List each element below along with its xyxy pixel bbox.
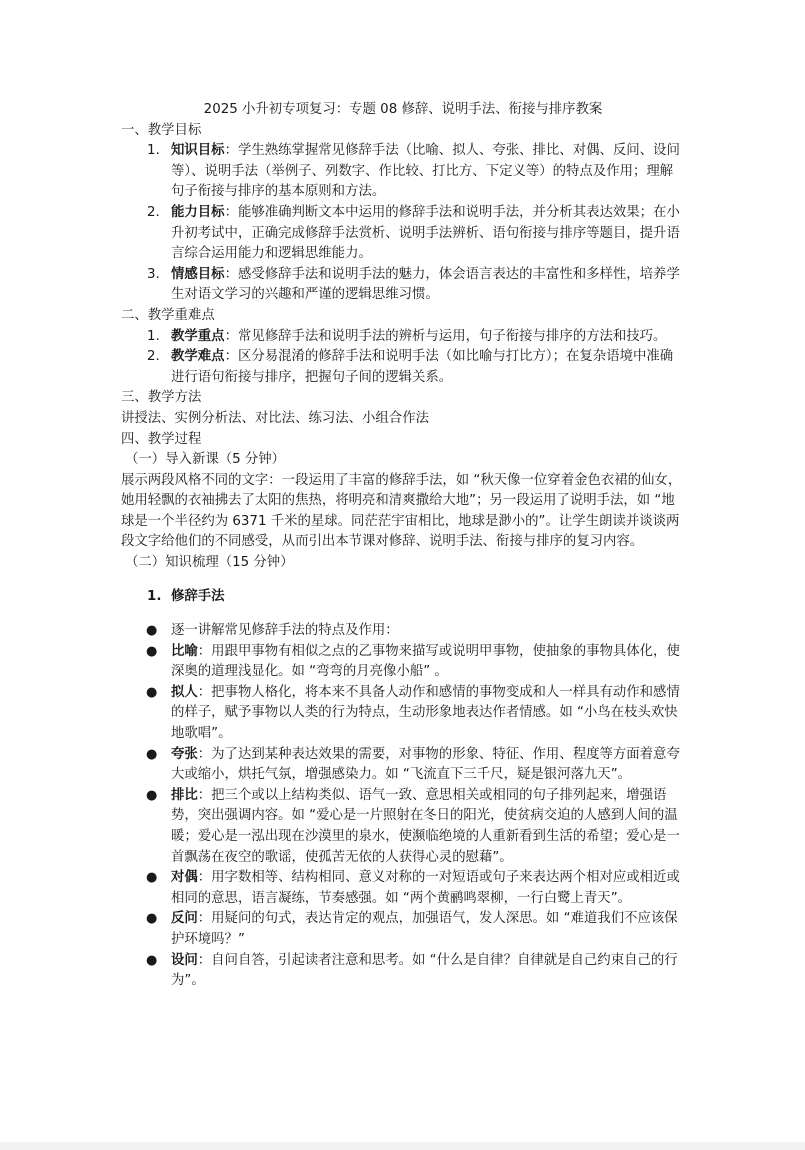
bullet-item <box>121 868 685 909</box>
bullet-icon: ● <box>146 643 158 659</box>
bullet-item <box>121 909 685 950</box>
rhetoric-bullet-list <box>121 621 685 992</box>
bullet-icon: ● <box>146 623 158 639</box>
subsection-heading-knowledge: （二）知识梳理（15 分钟） <box>125 555 294 571</box>
bullet-icon: ● <box>146 746 158 762</box>
section-heading-objectives: 一、教学目标 <box>121 122 202 138</box>
bullet-text: ：用跟甲事物有相似之点的乙事物来描写或说明甲事物，使抽象的事物具体化，使深奥的道理浅显化。如 “弯弯的月亮像小船” 。 <box>171 643 680 680</box>
bullet-label: 排比 <box>171 787 198 803</box>
bullet-label: 夸张 <box>171 746 198 762</box>
bullet-label: 对偶 <box>171 870 198 886</box>
point-heading-rhetoric <box>121 587 685 608</box>
bullet-icon: ● <box>146 952 158 968</box>
bullet-icon: ● <box>146 911 158 927</box>
bullet-text: 逐一讲解常见修辞手法的特点及作用： <box>171 623 399 639</box>
bullet-text: ：把事物人格化，将本来不具备人动作和感情的事物变成和人一样具有动作和感情的样子，赋予事物以人类的行为特点，生动形象地表达作者情感。如 “小鸟在枝头欢快地歌唱”。 <box>171 684 680 741</box>
page-title: 2025 小升初专项复习：专题 08 修辞、说明手法、衔接与排序教案 <box>203 102 603 117</box>
bullet-label: 比喻 <box>171 643 198 659</box>
item-label: 情感目标 <box>171 266 225 282</box>
point-title: 修辞手法 <box>171 589 225 605</box>
list-item <box>121 141 685 203</box>
item-text: ：能够准确判断文本中运用的修辞手法和说明手法，并分析其表达效果；在小升初考试中，正确完成修辞手法赏析、说明手法辨析、语句衔接与排序等题目，提升语言综合运用能力和逻辑思维能力。 <box>171 204 680 262</box>
item-number: 2. <box>147 204 160 220</box>
intro-paragraph: 展示两段风格不同的文字：一段运用了丰富的修辞手法，如 “秋天像一位穿着金色衣裙的仙女，她用轻飘的衣袖拂去了太阳的焦热，将明亮和清爽撒给大地”；另一段运用了说明手法，如 “地球是一个半径约为 6371 千米的星球。同茫茫宇宙相比，地球是渺小的”。让学生朗读并谈谈两段文字给他们的不同感受，从而引出本节课对修辞、说明手法、衔接与排序的复习内容。 <box>121 472 682 550</box>
section-heading-process: 四、教学过程 <box>121 431 202 447</box>
key-points-list <box>121 327 685 389</box>
item-number: 2. <box>147 349 160 365</box>
bullet-item <box>121 683 685 745</box>
methods-text: 讲授法、实例分析法、对比法、练习法、小组合作法 <box>121 410 429 426</box>
section-heading-methods: 三、教学方法 <box>121 390 202 406</box>
list-item <box>121 327 685 348</box>
item-label: 教学难点 <box>171 349 225 365</box>
item-label: 教学重点 <box>171 328 225 344</box>
bullet-item <box>121 951 685 992</box>
bullet-item <box>121 786 685 868</box>
item-text: ：感受修辞手法和说明手法的魅力，体会语言表达的丰富性和多样性，培养学生对语文学习的兴趣和严谨的逻辑思维习惯。 <box>171 266 680 303</box>
bullet-item <box>121 621 685 642</box>
bullet-item <box>121 642 685 683</box>
bullet-text: ：自问自答，引起读者注意和思考。如 “什么是自律？自律就是自己约束自己的行为”。 <box>171 952 678 989</box>
item-number: 1. <box>147 328 160 344</box>
point-number: 1. <box>147 589 162 605</box>
list-item <box>121 203 685 265</box>
item-number: 3. <box>147 266 160 282</box>
document-content <box>121 100 685 992</box>
bullet-label: 反问 <box>171 911 198 927</box>
item-text: ：学生熟练掌握常见修辞手法（比喻、拟人、夸张、排比、对偶、反问、设问等）、说明手法（举例子、列数字、作比较、打比方、下定义等）的特点及作用；理解句子衔接与排序的基本原则和方法。 <box>171 143 680 200</box>
section-heading-key-points: 二、教学重难点 <box>121 307 215 323</box>
list-item <box>121 265 685 306</box>
bullet-text: ：为了达到某种表达效果的需要，对事物的形象、特征、作用、程度等方面着意夸大或缩小，烘托气氛，增强感染力。如 “飞流直下三千尺，疑是银河落九天”。 <box>171 746 680 783</box>
item-number: 1. <box>147 143 160 159</box>
item-text: ：区分易混淆的修辞手法和说明手法（如比喻与打比方）；在复杂语境中准确进行语句衔接与排序，把握句子间的逻辑关系。 <box>171 349 674 385</box>
bullet-text: ：把三个或以上结构类似、语气一致、意思相关或相同的句子排列起来，增强语势，突出强调内容。如 “爱心是一片照射在冬日的阳光，使贫病交迫的人感到人间的温暖；爱心是一泓出现在沙漠里的泉水，使濒临绝境的人重新看到生活的希望；爱心是一首飘荡在夜空的歌谣，使孤苦无依的人获得心灵的慰藉”。 <box>171 787 680 865</box>
item-label: 能力目标 <box>171 204 225 220</box>
bullet-text: ：用字数相等、结构相同、意义对称的一对短语或句子来表达两个相对应或相近或相同的意思，语言凝练，节奏感强。如 “两个黄鹂鸣翠柳，一行白鹭上青天”。 <box>171 870 680 906</box>
bullet-label: 设问 <box>171 952 198 968</box>
subsection-heading-intro: （一）导入新课（5 分钟） <box>125 452 286 468</box>
bullet-text: ：用疑问的句式，表达肯定的观点，加强语气，发人深思。如 “难道我们不应该保护环境吗？” <box>171 911 678 947</box>
bullet-icon: ● <box>146 684 158 700</box>
item-label: 知识目标 <box>171 143 225 159</box>
bullet-item <box>121 745 685 786</box>
bullet-label: 拟人 <box>171 684 198 700</box>
item-text: ：常见修辞手法和说明手法的辨析与运用，句子衔接与排序的方法和技巧。 <box>224 328 667 344</box>
objectives-list <box>121 141 685 306</box>
bullet-icon: ● <box>146 870 158 886</box>
bullet-icon: ● <box>146 787 158 803</box>
list-item <box>121 347 685 388</box>
